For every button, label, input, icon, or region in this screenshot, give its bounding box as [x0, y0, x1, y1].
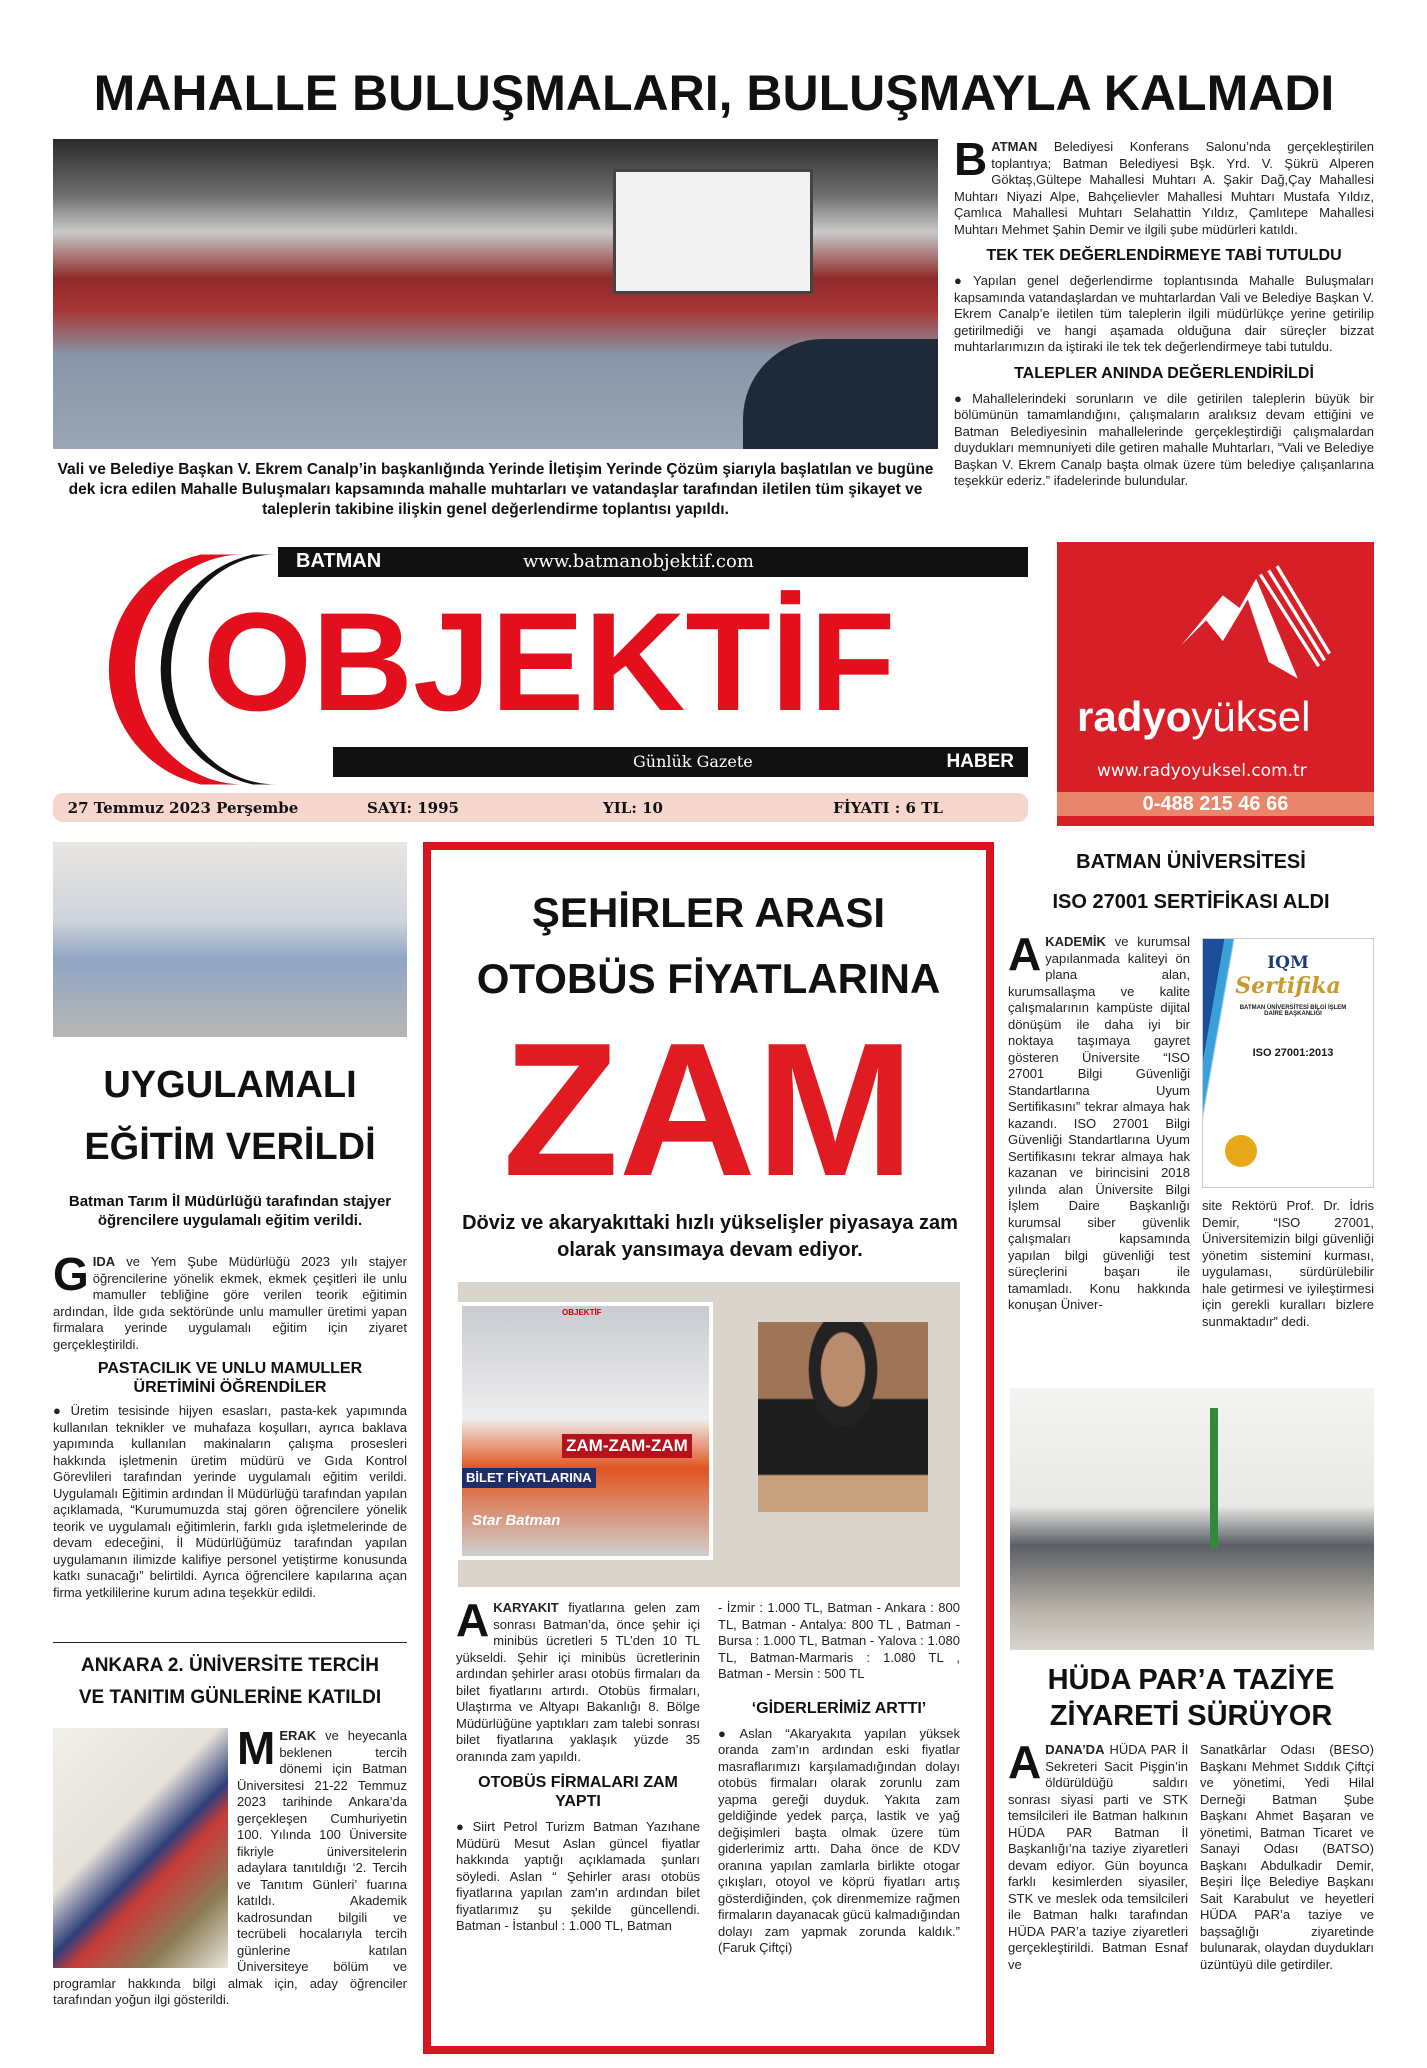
issue-bar [53, 793, 1028, 822]
brand-bold: radyo [1077, 693, 1192, 740]
brand-light: yüksel [1191, 693, 1311, 740]
interviewee-figure [758, 1322, 928, 1512]
paragraph: ● Siirt Petrol Turizm Batman Yazıhane Müdürü Mesut Aslan güncel fiyatlar hakkında yaptığı açıklamada şunları söyledi. Aslan “ Şehirler arası otobüs fiyatlarına yapılan zam'ın ardından bilet fiyatlarımız şu şekilde güncellendi. Batman - İstanbul : 1.000 TL, Batman [456, 1819, 700, 1935]
paragraph: ● Aslan “Akaryakıta yapılan yüksek oranda zam’ın ardından eski fiyatlar masraflarımızı karşılamadığından dolayı otobüs firmaları olarak zorunlu zam yapma gereği duyduk. Yakıta zam geldiğinde yedek parça, lastik ve yağ değişimleri başta olmak üzere tüm giderlerimiz arttı. Daha önce de KDV oranına yapılan zamlarla birlikte otogar çıkışları, otoyol ve köprü fiyatları artış gösterdiğinden, çok direnmemize rağmen firmaların dayanacak gücü kalmadığından dolayı zam yapmak zorunda kaldık.” (Faruk Çiftçi) [718, 1726, 960, 1957]
university-fair-photo[interactable] [53, 1728, 228, 1968]
zam-big-word: ZAM [502, 1004, 915, 1216]
projection-screen [613, 169, 813, 294]
lead-text: Belediyesi Konferans Salonu’nda gerçekleştirilen toplantıya; Batman Belediyesi Bşk. Yrd. V. Şükrü Alperen Göktaş,Gültepe Mahallesi Muhtarı A. Şakir Dağ,Çay Mahallesi Muhtarı Niyazi Alpe, Bahçelievler Mahallesi Muhtarı Mustafa Yıldız, Çamlıca Mahallesi Muhtarı Selahattin Yıldız, Çamlıtepe Mahallesi Muhtarı Mehmet Şahin Demir ve ilgili şube müdürleri katıldı. [954, 139, 1374, 237]
huda-headline [1008, 1662, 1374, 1734]
headline-line: OTOBÜS FİYATLARINA [476, 955, 941, 1002]
headline-line: ISO 27001 SERTİFİKASI ALDI [1052, 891, 1330, 913]
zam-text-right [718, 1600, 960, 1957]
egitim-text [53, 1248, 407, 1601]
headline-line: ANKARA 2. ÜNİVERSİTE TERCİH [80, 1655, 380, 1676]
newspaper-logo: OBJEKTİF [203, 583, 896, 740]
radio-logo-icon [1157, 562, 1347, 687]
ankara-headline [53, 1650, 407, 1714]
drop-cap: A [456, 1594, 490, 1646]
top-story-text [954, 133, 1374, 490]
bakery-training-photo[interactable] [53, 842, 407, 1037]
collage-left-text: BİLET FİYATLARINA [462, 1468, 596, 1488]
tagline: Günlük Gazete [633, 752, 753, 771]
lead-text: ve kurumsal yapılanmada kaliteyi ön plana alan, kurumsallaşma ve kalite çalışmalarının kampüste dijital dönüşüm ile daha iyi bir noktaya taşımaya gayret gösteren Üniversite “ISO 27001 Bilgi Güvenliği Standartlarına Uyum Sertifikasını” tekrar almaya hak kazandı. ISO 27001 Bilgi Güvenliği Standartlarına Uyum Sertifikasını tekrar almaya hak kazanan ve birincisini 2018 yılında alan Üniversite Bilgi İşlem Daire Başkanlığı kurumsal siber güvenlik çalışmaları kapsamında yapılan bilgi güvenliği test süreçlerini başarı ile tamamladı. Konu hakkında konuşan Üniver- [1008, 934, 1190, 1312]
headline-line: HÜDA PAR’A TAZİYE [1047, 1664, 1335, 1696]
lead-text: ve heyecanla beklenen tercih dönemi için Batman Üniversitesi 21-22 Temmuz 2023 tarihinde Ankara’da gerçekleşen Cumhuriyetin 100. Yılında 100 Üniversite fikriyle üniversitelerin adaylara tanıtıldığı ‘2. Tercih ve Tanıtım Günleri’ fuarına katıldı. Akademik kadrosundan bilgili ve tecrübeli hocalarıyla tercih günlerine katılan Üniversiteye bölüm ve programlar hakkında bilgi almak için, aday öğrenciler tarafından yoğun ilgi gösterildi. [53, 1728, 407, 2007]
iso-headline [1008, 842, 1374, 922]
huda-text-right: Sanatkârlar Odası (BESO) Başkanı Mehmet Sıddık Çiftçi ve yönetimi, Yedi Hilal Derneği Batman Şube Başkanı Ahmet Başaran ve yönetimi, Batman Ticaret ve Sanayi Odası (BATSO) Başkanı Abdulkadir Demir, Beşiri İlçe Belediye Başkanı Sait Karabulut ve heyetleri HÜDA PAR’a taziye ve başsağlığı ziyaretinde bulunarak, olaydan duydukları üzüntüyü dile getirdiler. [1200, 1742, 1374, 1972]
collage-paper: OBJEKTİF [562, 1308, 602, 1317]
masthead [53, 542, 1028, 827]
condolence-visit-photo[interactable] [1010, 1388, 1374, 1650]
podium-desk [743, 339, 938, 449]
issue-number: SAYI: 1995 [367, 798, 459, 817]
drop-cap: G [53, 1248, 89, 1300]
collage-right-text: ZAM-ZAM-ZAM [562, 1434, 692, 1458]
subheading: TALEPLER ANINDA DEĞERLENDİRİLDİ [1014, 364, 1314, 382]
meeting-photo[interactable] [53, 139, 938, 449]
lead-bold: ATMAN [991, 139, 1038, 154]
issue-date: 27 Temmuz 2023 Perşembe [67, 798, 299, 817]
lead-bold: IDA [92, 1254, 116, 1269]
egitim-headline [53, 1054, 407, 1178]
lead-bold: DANA’DA [1045, 1742, 1105, 1757]
zam-headline [431, 880, 986, 1012]
bus-collage [458, 1302, 713, 1560]
drop-cap: B [954, 133, 988, 185]
zam-spot: Döviz ve akaryakıttaki hızlı yükselişler piyasaya zam olarak yansımaya devam ediyor. [462, 1212, 958, 1261]
paragraph: ● Yapılan genel değerlendirme toplantısında Mahalle Buluşmaları kapsamında vatandaşlardan ve muhtarlardan Vali ve Belediye Başkan V. Ekrem Canalp’e iletilen tüm taleplerin ilgili müdürlükçe yerine getirilip getirilmediği ve hangi aşamada olduğuna dair süreçler bizzat muhtarlarımızın da iştiraki ile tek tek değerlendirmeye tabi tutuldu. [954, 273, 1374, 356]
drop-cap: M [237, 1722, 276, 1774]
top-headline: MAHALLE BULUŞMALARI, BULUŞMAYLA KALMADI [93, 65, 1335, 121]
radio-brand [1077, 692, 1310, 742]
lead-bold: KADEMİK [1045, 934, 1106, 949]
cert-org: BATMAN ÜNİVERSİTESİ BİLGİ İŞLEM DAİRE BAŞKANLIĞI [1239, 1005, 1347, 1017]
paragraph: ● Mahallelerindeki sorunların ve dile getirilen taleplerin büyük bir bölümünün tamamlandığını, çalışmaların aralıksız devam ettiğini ve Batman Belediyesinin mahallelerinde gerçekleştirdiği çalışmalardan duydukları memnuniyeti dile getiren mahalle Muhtarları, “Vali ve Belediye Başkan V. Ekrem Canalp başta olmak üzere tüm belediye çalışanlarına teşekkür ederiz.” ifadelerinde bulundular. [954, 391, 1374, 490]
radyo-yuksel-ad[interactable] [1057, 542, 1374, 826]
iso-text-cont: site Rektörü Prof. Dr. İdris Demir, “ISO 27001, Üniversitemizin bilgi güvenliği yönetim sistemini kurması, uygulaması, sürdürülebilir hale getirmesi ve iyileştirmesi için gerekli kuralları bizlere sunmaktadır” dedi. [1202, 1198, 1374, 1329]
drop-cap: A [1008, 928, 1042, 980]
subheading: TEK TEK DEĞERLENDİRMEYE TABİ TUTULDU [986, 247, 1342, 264]
issue-year: YIL: 10 [603, 798, 663, 817]
cert-title: Sertifika [1235, 973, 1341, 999]
website-link[interactable]: www.batmanobjektif.com [523, 551, 754, 572]
haber-label: HABER [946, 751, 1014, 772]
iso-certificate-image[interactable] [1202, 938, 1374, 1188]
huda-text-left [1008, 1736, 1188, 1973]
cert-seal-icon [1225, 1135, 1257, 1167]
headline-line: ZİYARETİ SÜRÜYOR [1049, 1700, 1333, 1732]
paragraph: ● Üretim tesisinde hijyen esasları, pasta-kek yapımında kullanılan teknikler ve muhafaza koşulları, ayrıca baklava yapımında kullanılan makinaların çalışma prosesleri hakkında işletmenin üretim müdürü ve Gıda Kontrol Görevlileri tarafından yerinde uygulamalı eğitim verildi. Uygulamalı Eğitimin ardından İl Müdürlüğü tarafından yapılan açıklamada, “Kurumumuzda staj gören öğrencilere yönelik teorik ve uygulamalı eğitimlerin, farklı gıda işletmelerinde de devam edeceğini, İl Müdürlüğümüz tarafından yapılan uygulamanın ilimizde kalifiye personel yetiştirme konusunda katkı sunacağı” belirtildi. Ayrıca öğrencilere kapılarına açan firma yetkililerine kurum adına teşekkür edildi. [53, 1403, 407, 1601]
bottom-bar [333, 747, 1028, 777]
headline-line: VE TANITIM GÜNLERİNE KATILDI [78, 1687, 382, 1708]
flag-pole [1210, 1408, 1218, 1548]
lead-text: HÜDA PAR İl Sekreteri Sacit Pişgin’in öldürüldüğü saldırı sonrası siyasi parti ve STK temsilcileri ile Batman halkının HÜDA PAR Batman İl Başkanlığı’na taziye ziyaretleri devam ediyor. Gün boyunca farklı kesimlerden siyasiler, STK ve meslek oda temsilcileri ile Batman halkı tarafından HÜDA PAR’a taziye ziyaretleri gerçekleştirildi. Batman Esnaf ve [1008, 1742, 1188, 1972]
lead-bold: ERAK [279, 1728, 317, 1743]
subheading: OTOBÜS FİRMALARI ZAM YAPTI [478, 1774, 678, 1810]
divider [53, 1642, 407, 1643]
city-label: BATMAN [296, 550, 382, 572]
top-bar [278, 547, 1028, 577]
issue-price: FİYATI : 6 TL [833, 798, 943, 817]
subheading: PASTACILIK VE UNLU MAMULLER ÜRETİMİNİ ÖĞRENDİLER [97, 1360, 363, 1396]
lead-text: ve Yem Şube Müdürlüğü 2023 yılı stajyer öğrencilerine yönelik ekmek, ekmek çeşitleri ile unlu mamuller tebliğine göre verilen teorik eğitimin ardından, İlde gıda sektöründe unlu mamuller üretimi yapan firmalara yerinde uygulamalı eğitim için ziyaret gerçekleştirildi. [53, 1254, 407, 1352]
lead-bold: KARYAKIT [493, 1600, 559, 1615]
zam-text-left [456, 1594, 700, 1935]
cert-logo: IQM [1267, 953, 1309, 973]
radio-url[interactable]: www.radyoyuksel.com.tr [1097, 761, 1307, 781]
ankara-text [53, 1722, 407, 2009]
bus-collage-photo[interactable] [458, 1282, 960, 1587]
iso-text [1008, 928, 1190, 1314]
headline-line: UYGULAMALI [103, 1064, 357, 1106]
paragraph: - İzmir : 1.000 TL, Batman - Ankara : 800 TL, Batman - Antalya: 800 TL , Batman - Bursa : 1.000 TL, Batman - Yalova : 1.080 TL, Batman-Marmaris : 1.080 TL , Batman - Mersin : 500 TL [718, 1600, 960, 1681]
radio-phone: 0-488 215 46 66 [1057, 792, 1374, 816]
egitim-spot: Batman Tarım İl Müdürlüğü tarafından stajyer öğrencilere uygulamalı eğitim verildi. [68, 1193, 392, 1229]
drop-cap: A [1008, 1736, 1042, 1788]
photo-caption: Vali ve Belediye Başkan V. Ekrem Canalp’in başkanlığında Yerinde İletişim Yerinde Çözüm şiarıyla başlatılan ve bugüne dek icra edilen Mahalle Buluşmaları kapsamında mahalle muhtarları ve vatandaşlar tarafından iletilen tüm şikayet ve taleplerin takibine ilişkin genel değerlendirme toplantısı yapıldı. [57, 461, 934, 518]
headline-line: EĞİTİM VERİLDİ [84, 1126, 376, 1168]
cert-standard: ISO 27001:2013 [1252, 1047, 1334, 1059]
headline-line: BATMAN ÜNİVERSİTESİ [1076, 851, 1306, 873]
collage-brand: Star Batman [472, 1512, 561, 1529]
headline-line: ŞEHİRLER ARASI [531, 889, 886, 936]
subheading: ‘GİDERLERİMİZ ARTTI’ [751, 1699, 927, 1717]
lead-text: fiyatlarına gelen zam sonrası Batman’da, önce şehir içi minibüs ücretleri 5 TL’den 10 TL yükseldi. Şehir içi minibüs ücretlerinin ardından şehirler arası otobüs firmaları da bilet fiyatlarını artırdı. Otobüs firmaları, Ulaştırma ve Altyapı Bakanlığı 8. Bölge Müdürlüğüne yaptıkları zam talebi sonrası bilet fiyatlarına yaklaşık yüzde 35 oranında zam yapıldı. [456, 1600, 700, 1764]
